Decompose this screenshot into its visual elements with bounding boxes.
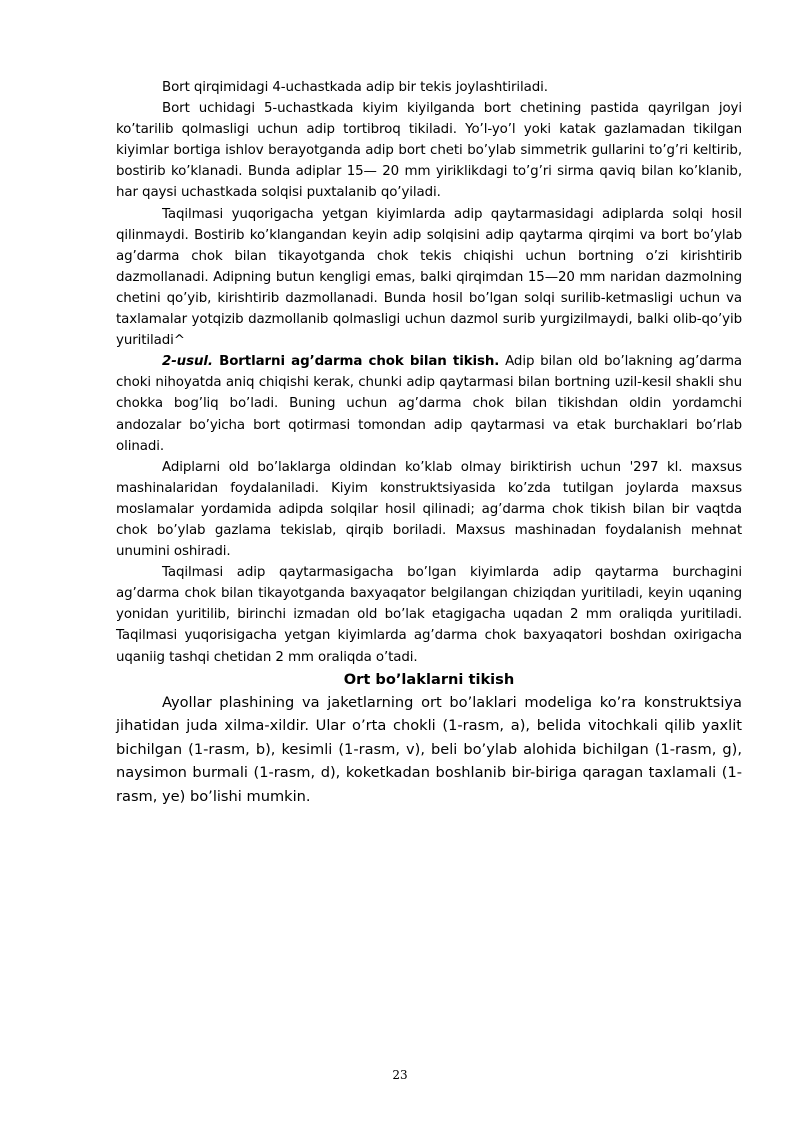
section-heading: Ort bo’laklarni tikish — [343, 670, 515, 688]
paragraph-6: Taqilmasi adip qaytarmasigacha bo’lgan kiyimlarda adip qaytarma burchagini ag’darma chok bilan tikayotganda baxyaqator belgilangan chiziqdan yuritiladi, keyin uqaning yonidan yuritilib, birinchi izmadan old bo’lak etagigacha uqadan 2 mm oraliqda yuritiladi. Taqilmasi yuqorisigacha yetgan kiyimlarda ag’darma chok baxyaqatori boshdan oxirigacha uqaniig tashqi chetidan 2 mm oraliqda o’tadi. — [116, 565, 742, 665]
usul-title: Bortlarni ag’darma chok bilan tikish. — [212, 354, 500, 370]
paragraph-5: Adiplarni old bo’laklarga oldindan ko’klab olmay biriktirish uchun '297 kl. maxsus mashinalaridan foydalaniladi. Kiyim konstruktsiyasida ko’zda tutilgan joylarda maxsus moslamalar yordamida adipda solqilar hosil qilinadi; ag’darma chok tikish bilan bir vaqtda chok bo’ylab gazlama tekislab, qirqib boriladi. Maxsus mashinadan foydalanish mehnat unumini oshiradi. — [116, 459, 742, 560]
paragraph-1: Bort qirqimidagi 4-uchastkada adip bir tekis joylashtiriladi. — [162, 80, 548, 95]
paragraph-3: Taqilmasi yuqorigacha yetgan kiyimlarda adip qaytarmasidagi adiplarda solqi hosil qilinmaydi. Bostirib ko’klangandan keyin adip solqisini adip qaytarma qirqimi va bort bo’ylab ag’darma chok bilan tikayotganda chok tekis chiqishi uchun bortning o’zi kirishtirib dazmollanadi. Adipning butun kengligi emas, balki qirqimdan 15—20 mm naridan dazmolning chetini qo’yib, kirishtirib dazmollanadi. Bunda hosil bo’lgan solqi surilib-ketmasligi uchun va taxlamalar yotqizib dazmollanib qolmasligi uchun dazmol surib yurgizilmaydi, balki olib-qo’yib yuritiladi^ — [116, 206, 742, 349]
paragraph-2: Bort uchidagi 5-uchastkada kiyim kiyilganda bort chetining pastida qayrilgan joyi ko’tarilib qolmasligi uchun adip tortibroq tikiladi. Yo’l-yo’l yoki katak gazlamadan tikilgan kiyimlar bortiga ishlov berayotganda adip bort cheti bo’ylab simmetrik gullarini to’g’ri keltirib, bostirib ko’klanadi. Bunda adiplar 15— 20 mm yiriklikdagi to’g’ri sirma qaviq bilan ko’klanib, har qaysi uchastkada solqisi puxtalanib qo’yiladi. — [116, 101, 742, 201]
paragraph-usul — [116, 351, 742, 456]
paragraph-7: Ayollar plashining va jaketlarning ort bo’laklari modeliga ko’ra konstruktsiya jihatidan juda xilma-xildir. Ular o’rta chokli (1-rasm, a), belida vitochkali qilib yaxlit bichilgan (1-rasm, b), kesimli (1-rasm, v), beli bo’ylab alohida bichilgan (1-rasm, g), naysimon burmali (1-rasm, d), koketkadan boshlanib bir-biriga qaragan taxlamali (1-rasm, ye) bo’lishi mumkin. — [116, 693, 742, 805]
section-text — [116, 691, 742, 809]
page-number: 23 — [392, 1068, 408, 1082]
usul-text: Adip bilan old bo’lakning ag’darma choki nihoyatda aniq chiqishi kerak, chunki adip qaytarmasi bilan bortning uzil-kesil shakli shu chokka bog’liq bo’ladi. Buning uchun ag’darma chok bilan tikishdan oldin yordamchi andozalar bo’yicha bort qotirmasi tomondan adip qaytarmasi va etak burchaklari bo’rlab olinadi. — [116, 354, 742, 454]
body-text-section — [116, 77, 742, 668]
page-content — [116, 77, 742, 809]
usul-label: 2-usul. — [162, 354, 213, 370]
